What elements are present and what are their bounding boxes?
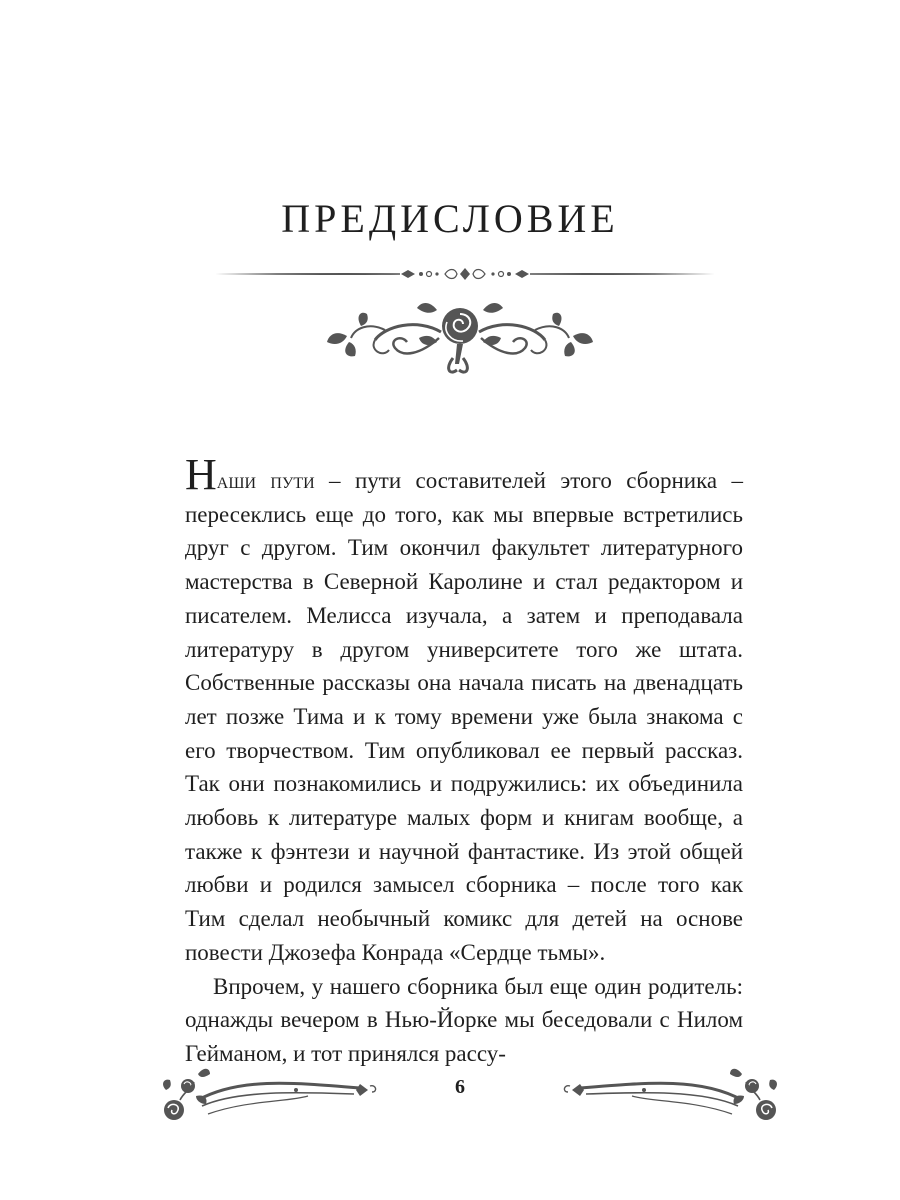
opening-smallcaps: аши пути <box>216 468 315 493</box>
page-title: ПРЕДИСЛОВИЕ <box>281 196 619 241</box>
top-divider-ornament <box>215 262 715 286</box>
footer-left-ornament <box>158 1060 380 1128</box>
drop-cap: Н <box>185 450 217 499</box>
paragraph-2: Впрочем, у нашего сборника был еще один родитель: однажды вечером в Нью-Йорке мы беседовали с Нилом Гейманом, и тот принялся рассу- <box>185 973 743 1066</box>
paragraph-1 <box>185 450 743 970</box>
paragraph-1-text: – пути составителей этого сборника – пересеклись еще до того, как мы впервые встретились друг с другом. Тим окончил факультет литературного мастерства в Северной Каролине и стал редактором и писателем. Мелисса изучала, а затем и преподавала литературу в другом университете того же штата. Собственные рассказы она начала писать на двенадцать лет позже Тима и к тому времени уже была знакома с его творчеством. Тим опубликовал ее первый рассказ. Так они познакомились и подружились: их объединила любовь к литературе малых форм и книгам вообще, а также к фэнтези и научной фантастике. Из этой общей любви и родился замысел сборника – после того как Тим сделал необычный комикс для детей на основе повести Джозефа Конрада «Сердце тьмы». <box>185 468 743 965</box>
footer-right-ornament <box>560 1060 782 1128</box>
preface-text <box>185 450 743 1071</box>
page-number: 6 <box>455 1076 465 1098</box>
rose-ornament <box>325 292 595 384</box>
